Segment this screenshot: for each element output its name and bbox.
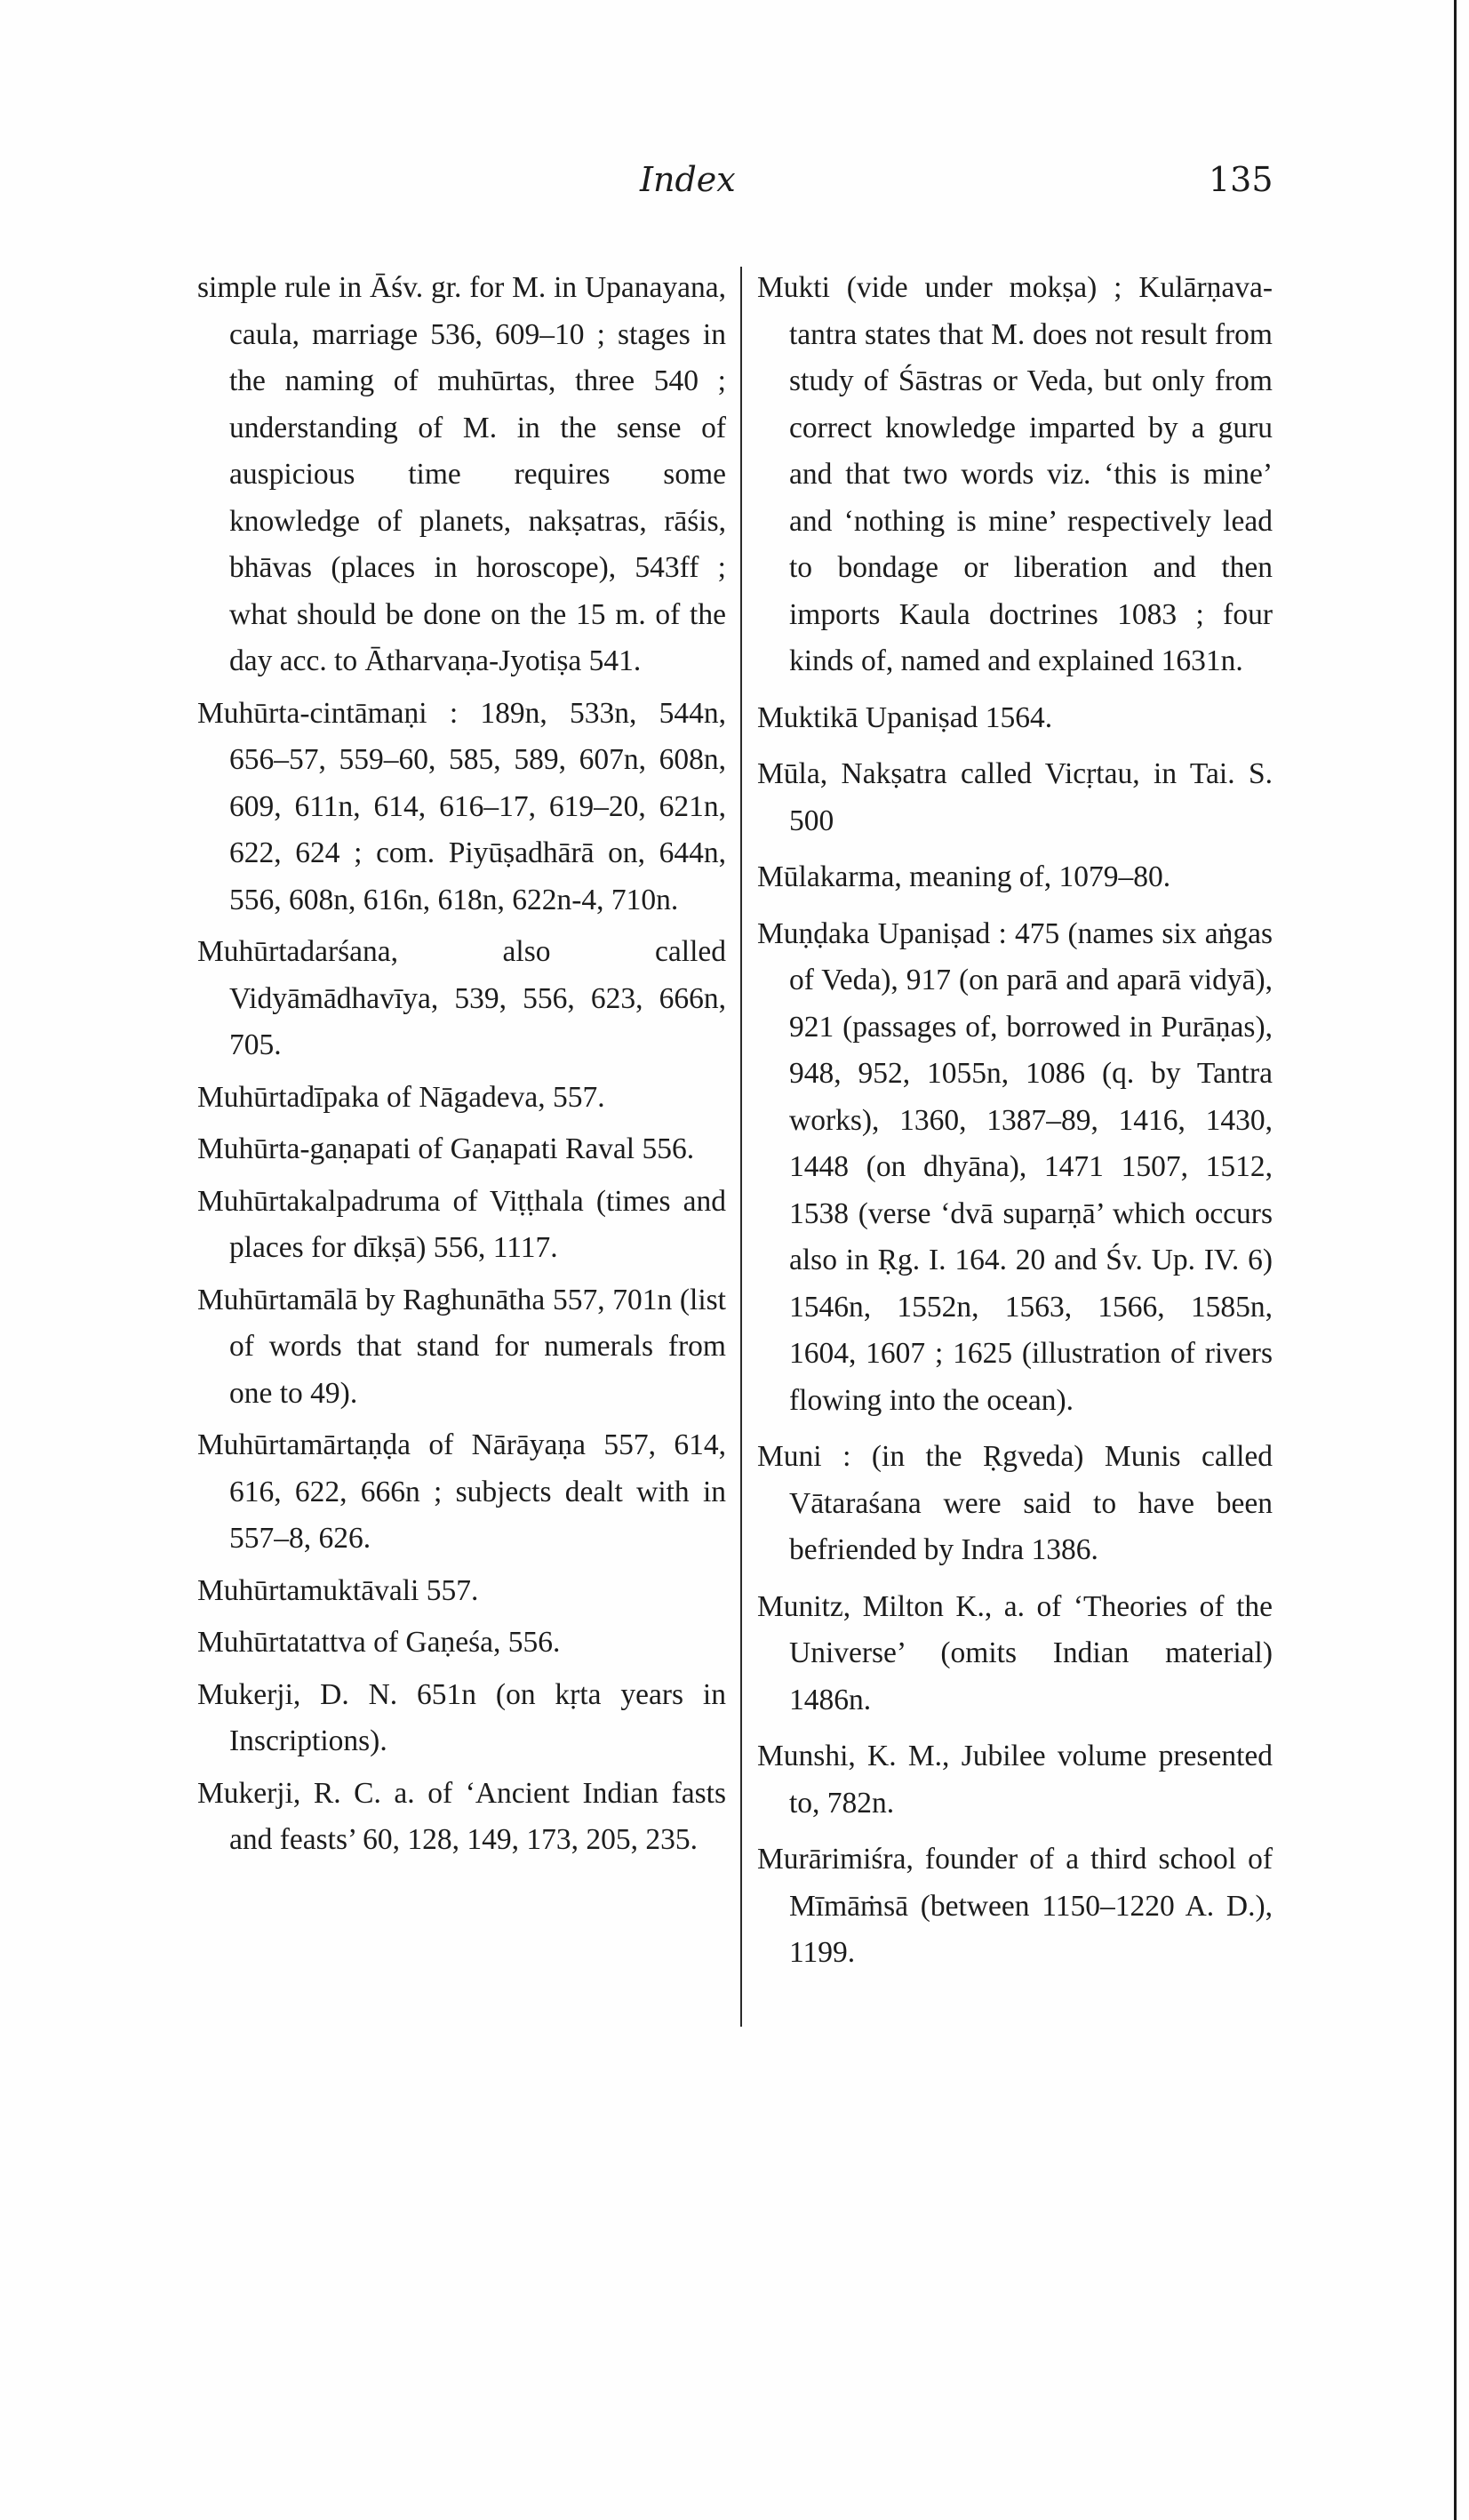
index-entry: Muktikā Upaniṣad 1564. bbox=[757, 700, 1053, 734]
page-header bbox=[0, 160, 1469, 213]
index-entry: Muhūrtakalpadruma of Viṭṭhala (times and places for dīkṣā) 556, 1117. bbox=[197, 1184, 726, 1264]
index-entry: Muhūrtadīpaka of Nāgadeva, 557. bbox=[197, 1080, 605, 1114]
index-entry: Mukti (vide under mokṣa) ; Kulārṇava-tantra states that M. does not result from study of Śāstras or Veda, but only from correct knowledge imparted by a guru and that two words viz. ‘this is mine’ and ‘nothing is mine’ respectively lead to bondage or liberation and then imports Kaula doctrines 1083 ; four kinds of, named and explained 1631n. bbox=[757, 271, 1273, 677]
page-number: 135 bbox=[1209, 160, 1273, 199]
index-entry: Muṇḍaka Upaniṣad : 475 (names six aṅgas of Veda), 917 (on parā and aparā vidyā), 921 (passages of, borrowed in Purāṇas), 948, 952, 1055n, 1086 (q. by Tantra works), 1360, 1387–89, 1416, 1430, 1448 (on dhyāna), 1471 1507, 1512, 1538 (verse ‘dvā suparṇā’ which occurs also in Ṛg. I. 164. 20 and Śv. Up. IV. 6) 1546n, 1552n, 1563, 1566, 1585n, 1604, 1607 ; 1625 (illustration of rivers flowing into the ocean). bbox=[757, 916, 1273, 1417]
index-entry: Munitz, Milton K., a. of ‘Theories of the Universe’ (omits Indian material) 1486n. bbox=[757, 1589, 1273, 1716]
index-entry: Muhūrtatattva of Gaṇeśa, 556. bbox=[197, 1626, 561, 1659]
index-entry: simple rule in Āśv. gr. for M. in Upanayana, caula, marriage 536, 609–10 ; stages in the naming of muhūrtas, three 540 ; understanding of M. in the sense of auspicious time requires some knowledge of planets, nakṣatras, rāśis, bhāvas (places in horoscope), 543ff ; what should be done on the 15 m. of the day acc. to Ātharvaṇa-Jyotiṣa 541. bbox=[197, 271, 726, 677]
index-entry: Muhūrtadarśana, also called Vidyāmādhavīya, 539, 556, 623, 666n, 705. bbox=[197, 935, 726, 1061]
running-head: Index bbox=[640, 160, 736, 199]
index-entry: Muhūrtamuktāvali 557. bbox=[197, 1573, 479, 1607]
index-entry: Murārimiśra, founder of a third school of Mīmāṁsā (between 1150–1220 A. D.), 1199. bbox=[757, 1843, 1273, 1969]
index-entry: Mukerji, D. N. 651n (on kṛta years in Inscriptions). bbox=[197, 1677, 726, 1757]
left-index-column bbox=[197, 265, 726, 1869]
index-entry: Muni : (in the Ṛgveda) Munis called Vātaraśana were said to have been befriended by Indra 1386. bbox=[757, 1440, 1273, 1566]
index-entry: Mūlakarma, meaning of, 1079–80. bbox=[757, 860, 1171, 893]
index-entry: Muhūrta-gaṇapati of Gaṇapati Raval 556. bbox=[197, 1132, 695, 1165]
index-entry: Muhūrtamālā by Raghunātha 557, 701n (list of words that stand for numerals from one to 49). bbox=[197, 1283, 726, 1410]
page-edge-line bbox=[1454, 0, 1457, 2520]
right-index-column bbox=[757, 265, 1273, 1987]
index-entry: Muhūrtamārtaṇḍa of Nārāyaṇa 557, 614, 616, 622, 666n ; subjects dealt with in 557–8, 626. bbox=[197, 1428, 726, 1555]
index-entry: Munshi, K. M., Jubilee volume presented to, 782n. bbox=[757, 1740, 1273, 1820]
index-entry: Mukerji, R. C. a. of ‘Ancient Indian fasts and feasts’ 60, 128, 149, 173, 205, 235. bbox=[197, 1776, 726, 1856]
column-divider bbox=[740, 267, 742, 2027]
index-entry: Mūla, Nakṣatra called Vicṛtau, in Tai. S. 500 bbox=[757, 757, 1273, 837]
index-entry: Muhūrta-cintāmaṇi : 189n, 533n, 544n, 656–57, 559–60, 585, 589, 607n, 608n, 609, 611n, 614, 616–17, 619–20, 621n, 622, 624 ; com. Piyūṣadhārā on, 644n, 556, 608n, 616n, 618n, 622n-4, 710n. bbox=[197, 696, 726, 916]
